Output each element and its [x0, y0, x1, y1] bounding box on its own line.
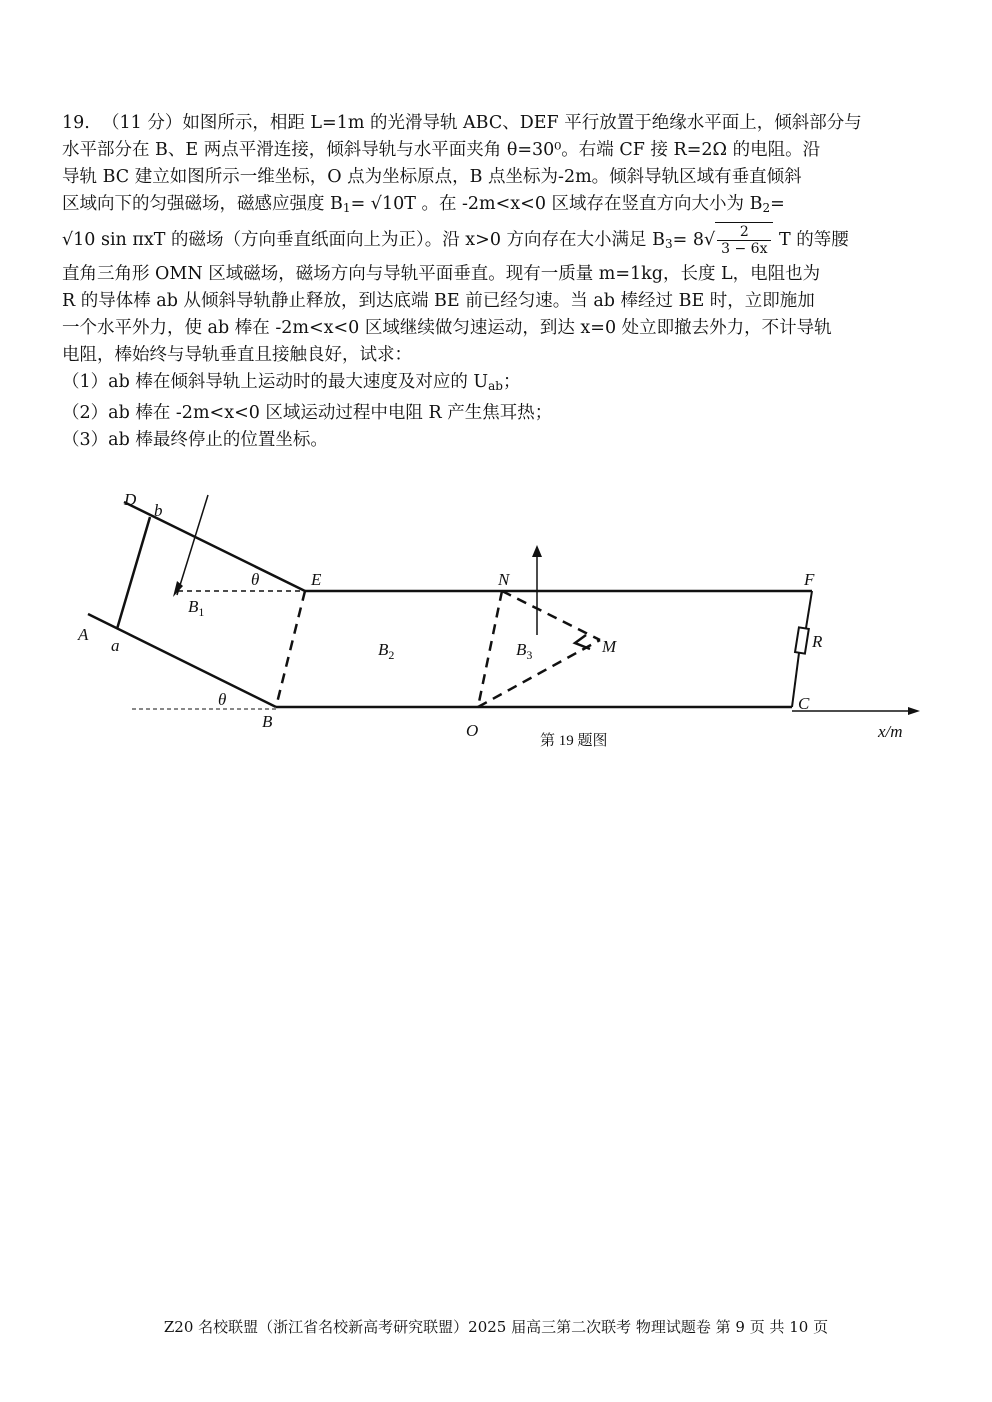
dashed-BE — [276, 591, 305, 707]
label-B1: $B_1$ — [188, 597, 205, 619]
label-D: D — [124, 490, 137, 509]
B3-arrowhead — [532, 545, 542, 557]
question-part-3 — [62, 427, 932, 454]
question-text: √10 sin πxT 的磁场（方向垂直纸面向上为正）。沿 x>0 方向存在大小满足 B — [62, 230, 665, 250]
question-text: 电阻，棒始终与导轨垂直且接触良好，试求： — [62, 345, 412, 365]
question-text: ； — [503, 372, 521, 392]
x-axis-arrow — [908, 707, 920, 715]
subscript: ab — [488, 379, 503, 393]
question-text: 导轨 BC 建立如图所示一维坐标，O 点为坐标原点，B 点坐标为-2m。倾斜导轨区域有垂直倾斜 — [62, 167, 802, 187]
question-text: 一个水平外力，使 ab 棒在 -2m<x<0 区域继续做匀速运动，到达 x=0 处立即撤去外力，不计导轨 — [62, 318, 832, 338]
dashed-OM — [478, 640, 600, 707]
question-text: = 8 — [672, 230, 704, 250]
label-B3: $B_3$ — [516, 640, 533, 662]
label-theta-top: θ — [251, 570, 260, 589]
question-line-3 — [62, 164, 932, 191]
label-B: B — [262, 712, 273, 731]
B1-arrowhead — [173, 581, 183, 597]
question-text: R 的导体棒 ab 从倾斜导轨静止释放，到达底端 BE 前已经匀速。当 ab 棒经过 BE 时，立即施加 — [62, 291, 815, 311]
label-b: b — [154, 501, 163, 520]
label-M: M — [602, 637, 617, 656]
label-axis: x/m — [878, 722, 903, 741]
label-O: O — [466, 721, 479, 740]
dashed-ON — [478, 591, 502, 707]
label-A: A — [78, 625, 89, 644]
question-line-2 — [62, 137, 932, 164]
question-text: T 的等腰 — [773, 230, 849, 250]
question-text: = — [770, 194, 785, 214]
question-line-5 — [62, 222, 932, 261]
root-body — [715, 222, 773, 257]
question-text: （1）ab 棒在倾斜导轨上运动时的最大速度及对应的 U — [62, 372, 489, 392]
fraction-numerator: 2 — [717, 224, 771, 241]
label-B2: $B_2$ — [378, 640, 395, 662]
question-text: （3）ab 棒最终停止的位置坐标。 — [62, 430, 328, 450]
label-theta-bottom: θ — [218, 690, 227, 709]
question-text: 水平部分在 B、E 两点平滑连接，倾斜导轨与水平面夹角 θ=30⁰。右端 CF 接 R=2Ω 的电阻。沿 — [62, 140, 821, 160]
rail-DE — [124, 502, 305, 591]
question-line-1 — [62, 110, 932, 137]
question-text: = √10T 。在 -2m<x<0 区域存在竖直方向大小为 B — [350, 194, 763, 214]
question-part-2 — [62, 400, 932, 427]
right-angle-mark — [575, 635, 590, 649]
fraction — [717, 224, 771, 257]
question-line-6 — [62, 261, 932, 288]
label-N: N — [498, 570, 510, 589]
label-C: C — [798, 694, 810, 713]
figure-caption: 第 19 题图 — [540, 733, 608, 749]
label-F: F — [804, 570, 815, 589]
question-text: 如图所示，相距 L=1m 的光滑导轨 ABC、DEF 平行放置于绝缘水平面上，倾斜部分与 — [182, 113, 862, 133]
B1-arrow — [177, 495, 208, 595]
figure-19 — [70, 485, 930, 765]
fraction-denominator: 3 − 6x — [721, 241, 768, 257]
question-number: 19. — [62, 113, 90, 133]
subscript: 2 — [762, 201, 771, 215]
sqrt-sign: √ — [703, 230, 716, 250]
dashed-NM — [502, 591, 600, 640]
label-R: R — [812, 632, 823, 651]
subscript: 1 — [342, 201, 351, 215]
question-line-7 — [62, 288, 932, 315]
label-E: E — [311, 570, 322, 589]
wire-F — [806, 591, 812, 628]
question-text: 区域向下的匀强磁场，磁感应强度 B — [62, 194, 343, 214]
page-footer: Z20 名校联盟（浙江省名校新高考研究联盟）2025 届高三第二次联考 物理试题卷 第 9 页 共 10 页 — [163, 1318, 829, 1336]
resistor-R — [795, 627, 809, 653]
rod-ab — [117, 517, 150, 629]
subscript: 3 — [664, 237, 673, 251]
question-line-9 — [62, 342, 932, 369]
question-line-8 — [62, 315, 932, 342]
question-19 — [62, 110, 932, 454]
label-a: a — [111, 636, 120, 655]
question-text: （2）ab 棒在 -2m<x<0 区域运动过程中电阻 R 产生焦耳热； — [62, 403, 553, 423]
question-score: （11 分） — [102, 113, 183, 133]
question-part-1 — [62, 369, 932, 400]
question-text: 直角三角形 OMN 区域磁场，磁场方向与导轨平面垂直。现有一质量 m=1kg，长度 L，电阻也为 — [62, 264, 821, 284]
question-line-4 — [62, 191, 932, 222]
